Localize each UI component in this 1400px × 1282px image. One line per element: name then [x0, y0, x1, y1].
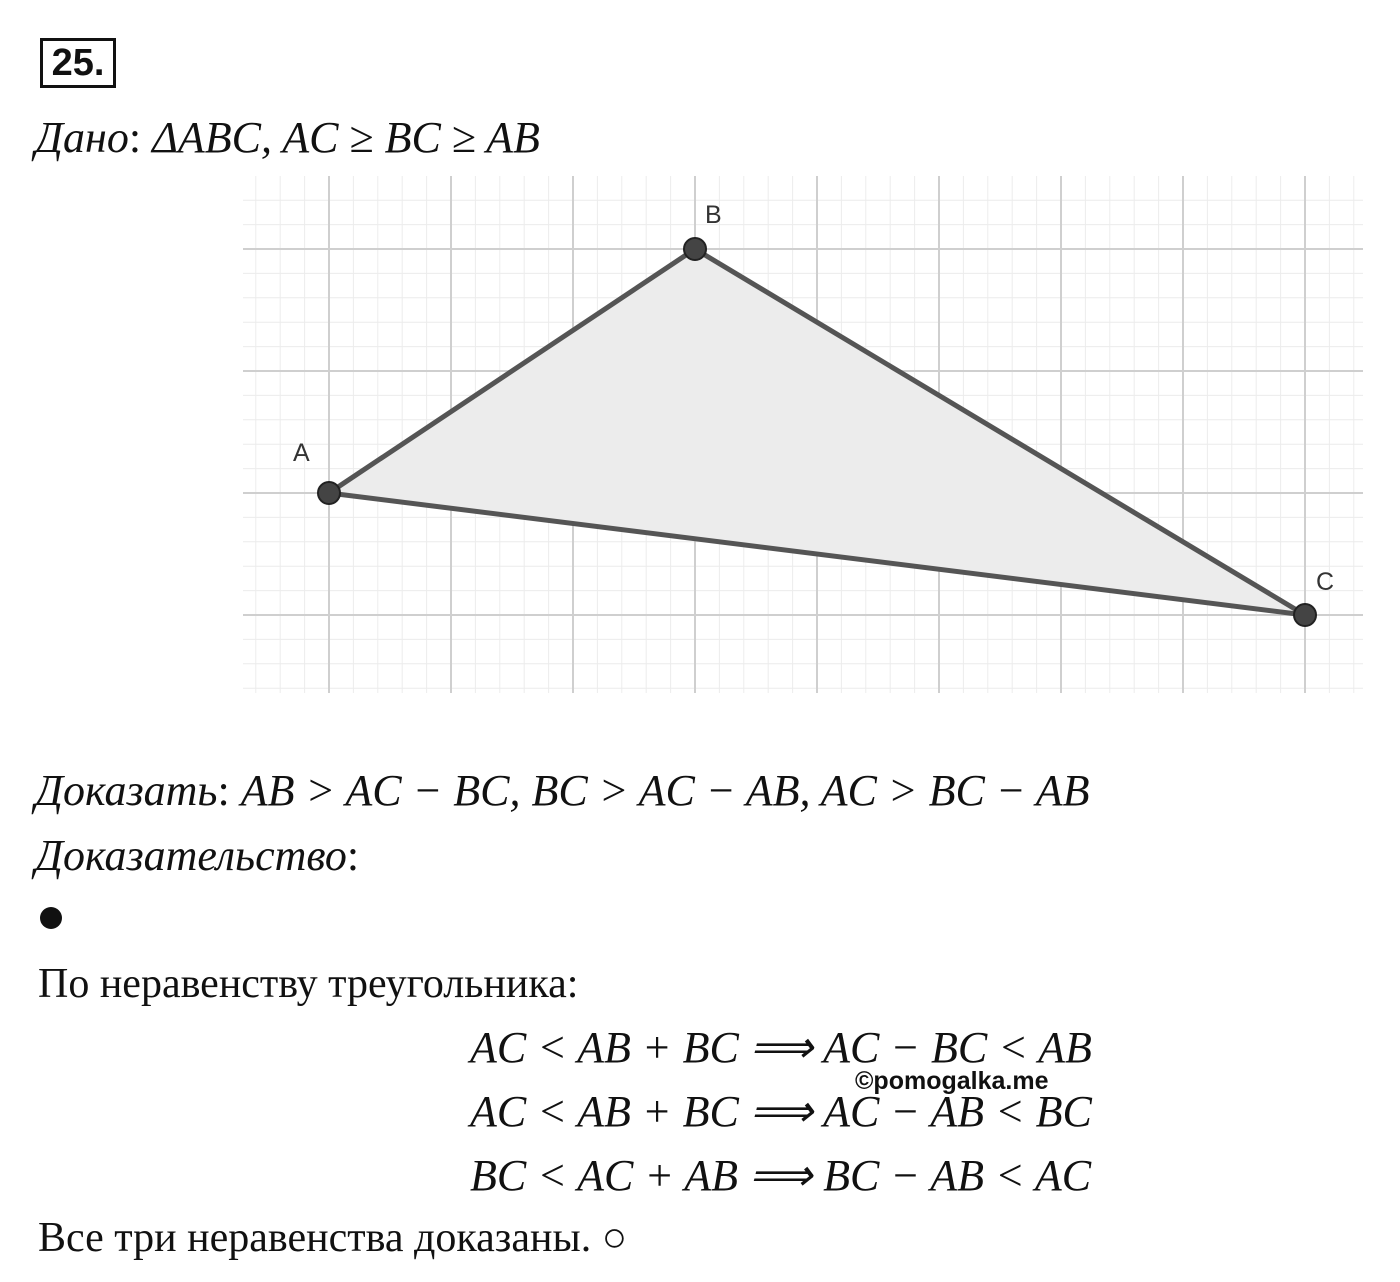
task-number: 25.: [40, 38, 116, 88]
intro-text: По неравенству треугольника:: [38, 961, 579, 1007]
proof-label: Доказательство: [35, 831, 347, 880]
prove-label: Доказать: [35, 766, 218, 815]
proof-heading: [35, 830, 359, 882]
label-a: A: [293, 439, 310, 467]
watermark: ©pomogalka.me: [855, 1067, 1049, 1095]
point-c: [1294, 604, 1316, 626]
prove-line: [35, 765, 1089, 817]
bullet-icon: [40, 907, 62, 929]
formula-line: BC < AC + AB ⟹ BC − AB < AC: [470, 1151, 1092, 1200]
formula-line: AC < AB + BC ⟹ AC − AB < BC: [470, 1087, 1092, 1136]
triangle-figure: [243, 176, 1363, 693]
given-label: Дано: [35, 113, 129, 162]
prove-colon: :: [217, 766, 230, 815]
point-a: [318, 482, 340, 504]
label-b: B: [705, 201, 722, 229]
given-statement: ΔABC, AC ≥ BC ≥ AB: [152, 113, 540, 162]
label-c: C: [1316, 568, 1335, 596]
given-line: [35, 112, 540, 164]
proof-colon: :: [346, 831, 360, 880]
formula-line: AC < AB + BC ⟹ AC − BC < AB: [470, 1023, 1092, 1072]
given-colon: :: [128, 113, 142, 162]
prove-statement: AB > AC − BC, BC > AC − AB, AC > BC − AB: [240, 766, 1090, 815]
conclusion-text: Все три неравенства доказаны. ○: [38, 1215, 628, 1261]
point-b: [684, 238, 706, 260]
